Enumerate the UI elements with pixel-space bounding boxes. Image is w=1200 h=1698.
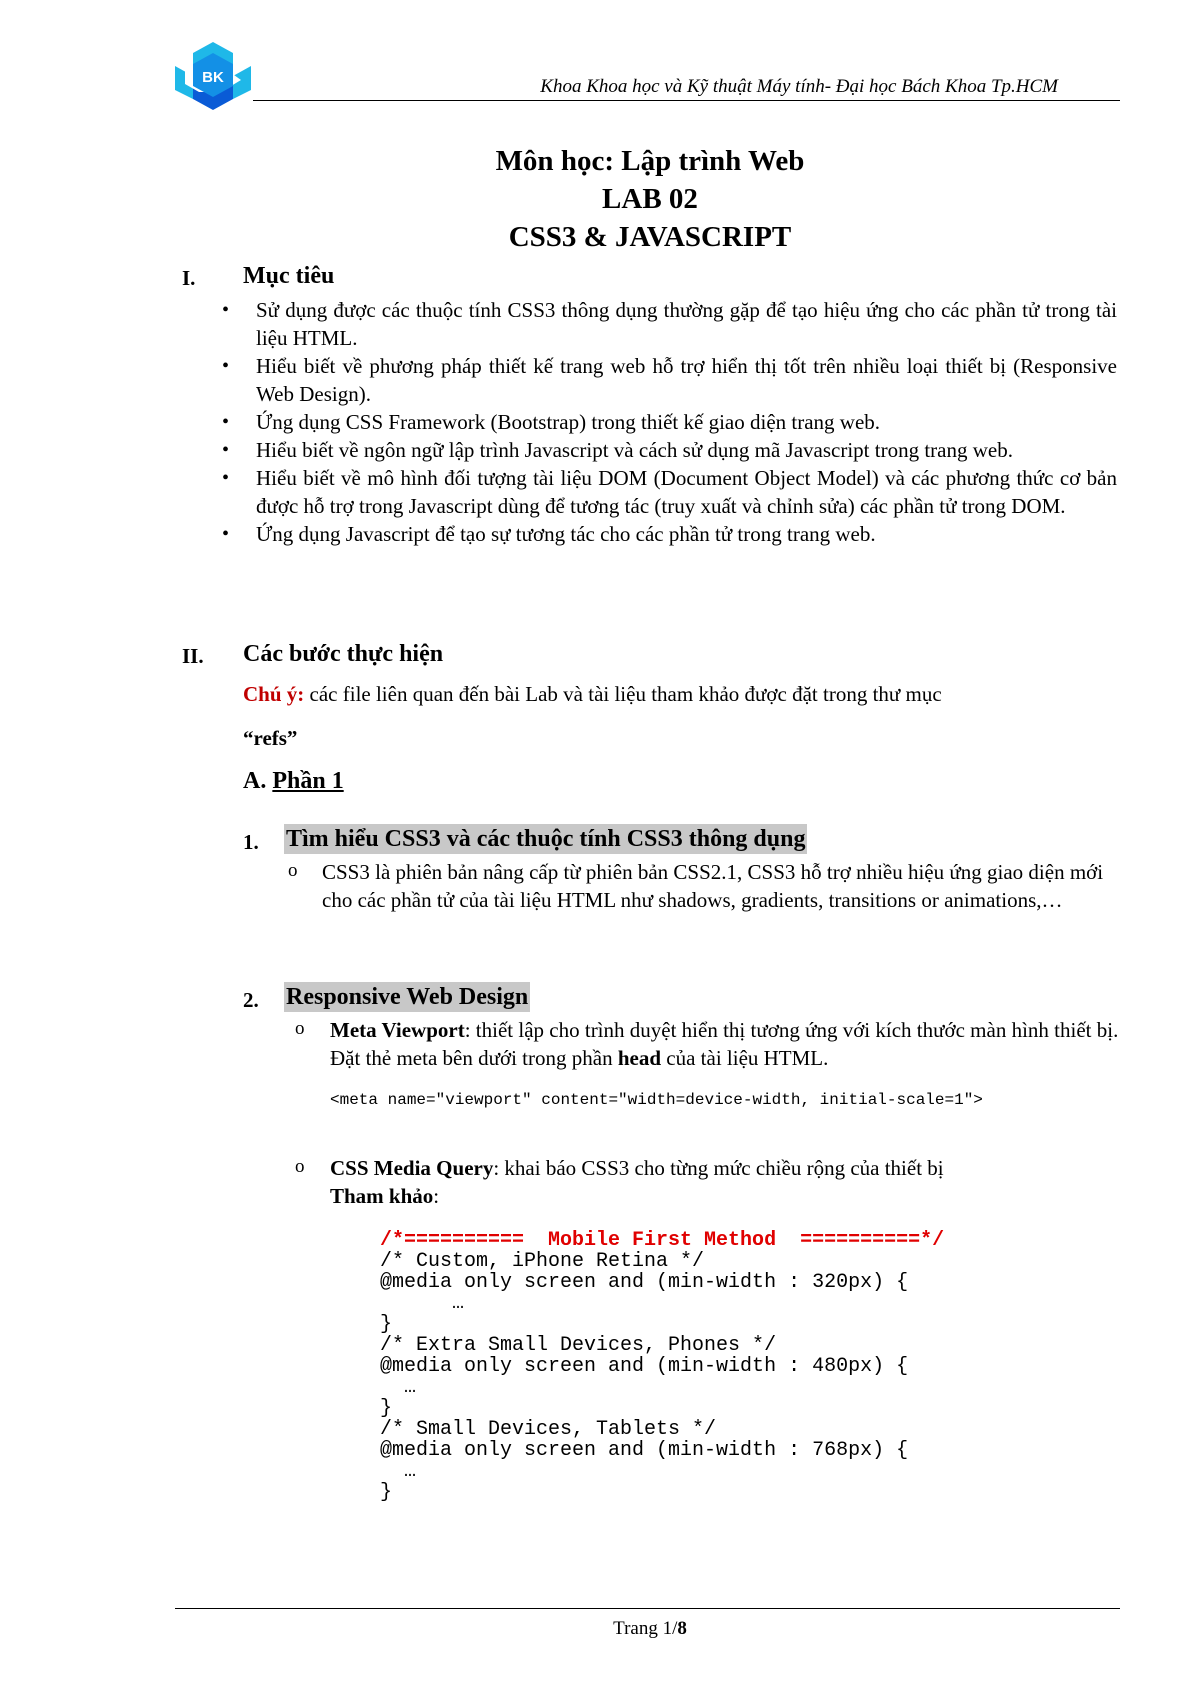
part-a-heading: A. Phần 1 bbox=[243, 768, 344, 794]
code-line: … bbox=[380, 1376, 417, 1399]
code-line: /* Extra Small Devices, Phones */ bbox=[380, 1334, 777, 1357]
item-2-title: Responsive Web Design bbox=[286, 984, 529, 1010]
objective-item: • Hiểu biết về ngôn ngữ lập trình Javascript và cách sử dụng mã Javascript trong trang web. bbox=[222, 436, 1117, 464]
footer-divider bbox=[175, 1608, 1120, 1609]
refs-folder: “refs” bbox=[243, 726, 298, 750]
code-line: … bbox=[380, 1460, 417, 1483]
media-query-code-block bbox=[380, 1230, 944, 1503]
viewport-bullet: o bbox=[295, 1018, 305, 1039]
media-query-text: CSS Media Query: khai báo CSS3 cho từng mức chiều rộng của thiết bị bbox=[330, 1156, 944, 1180]
code-line: @media only screen and (min-width : 768px) { bbox=[380, 1439, 909, 1462]
code-heading: /*========== Mobile First Method ==========*/ bbox=[380, 1229, 945, 1252]
page-header bbox=[175, 36, 1120, 106]
header-institution: Khoa Khoa học và Kỹ thuật Máy tính- Đại học Bách Khoa Tp.HCM bbox=[540, 76, 1058, 97]
objectives-list bbox=[222, 296, 1117, 548]
code-line: @media only screen and (min-width : 320px) { bbox=[380, 1271, 909, 1294]
code-line: /* Custom, iPhone Retina */ bbox=[380, 1250, 705, 1273]
media-query-bullet: o bbox=[295, 1156, 305, 1177]
svg-text:BK: BK bbox=[202, 69, 224, 86]
part-a-label: Phần 1 bbox=[272, 768, 344, 794]
page-number: Trang 1/8 bbox=[613, 1618, 687, 1639]
note-text: các file liên quan đến bài Lab và tài liệu tham khảo được đặt trong thư mục bbox=[304, 682, 942, 706]
course-title: Môn học: Lập trình Web bbox=[495, 145, 805, 177]
item-1-title: Tìm hiểu CSS3 và các thuộc tính CSS3 thông dụng bbox=[286, 826, 806, 852]
code-line: } bbox=[380, 1481, 393, 1504]
reference-label: Tham khảo: bbox=[330, 1184, 440, 1208]
objective-item: • Sử dụng được các thuộc tính CSS3 thông dụng thường gặp để tạo hiệu ứng cho các phần tử trong tài liệu HTML. bbox=[222, 296, 1117, 352]
code-line: … bbox=[380, 1292, 465, 1315]
section-1-numeral: I. bbox=[182, 266, 196, 290]
viewport-text: Meta Viewport: thiết lập cho trình duyệt hiển thị tương ứng với kích thước màn hình thiết bị. Đặt thẻ meta bên dưới trong phần head của tài liệu HTML. bbox=[330, 1018, 1119, 1070]
section-1-heading: Mục tiêu bbox=[243, 263, 335, 289]
meta-viewport-code: <meta name="viewport" content="width=device-width, initial-scale=1"> bbox=[330, 1091, 983, 1109]
objective-item: • Hiểu biết về mô hình đối tượng tài liệu DOM (Document Object Model) và các phương thức cơ bản được hỗ trợ trong Javascript dùng để tương tác (truy xuất và chỉnh sửa) các phần tử trong DOM. bbox=[222, 464, 1117, 520]
section-2-heading: Các bước thực hiện bbox=[243, 641, 444, 667]
code-line: } bbox=[380, 1397, 393, 1420]
code-line: @media only screen and (min-width : 480px) { bbox=[380, 1355, 909, 1378]
item-1-text: CSS3 là phiên bản nâng cấp từ phiên bản CSS2.1, CSS3 hỗ trợ nhiều hiệu ứng giao diện mới cho các phần tử của tài liệu HTML như shadows, gradients, transitions or animations,… bbox=[322, 860, 1104, 912]
lab-number: LAB 02 bbox=[602, 183, 698, 215]
item-1-number: 1. bbox=[243, 830, 259, 854]
objective-item: • Ứng dụng CSS Framework (Bootstrap) trong thiết kế giao diện trang web. bbox=[222, 408, 1117, 436]
note-label: Chú ý: bbox=[243, 682, 305, 706]
note bbox=[243, 682, 942, 707]
header-divider bbox=[253, 100, 1120, 101]
item-1-bullet: o bbox=[288, 860, 298, 881]
bk-logo bbox=[175, 40, 251, 116]
code-line: /* Small Devices, Tablets */ bbox=[380, 1418, 717, 1441]
lab-topic: CSS3 & JAVASCRIPT bbox=[508, 221, 792, 253]
item-2-number: 2. bbox=[243, 988, 259, 1012]
objective-item: • Ứng dụng Javascript để tạo sự tương tác cho các phần tử trong trang web. bbox=[222, 520, 1117, 548]
objective-item: • Hiểu biết về phương pháp thiết kế trang web hỗ trợ hiển thị tốt trên nhiều loại thiết bị (Responsive Web Design). bbox=[222, 352, 1117, 408]
code-line: } bbox=[380, 1313, 393, 1336]
section-2-numeral: II. bbox=[182, 644, 204, 668]
